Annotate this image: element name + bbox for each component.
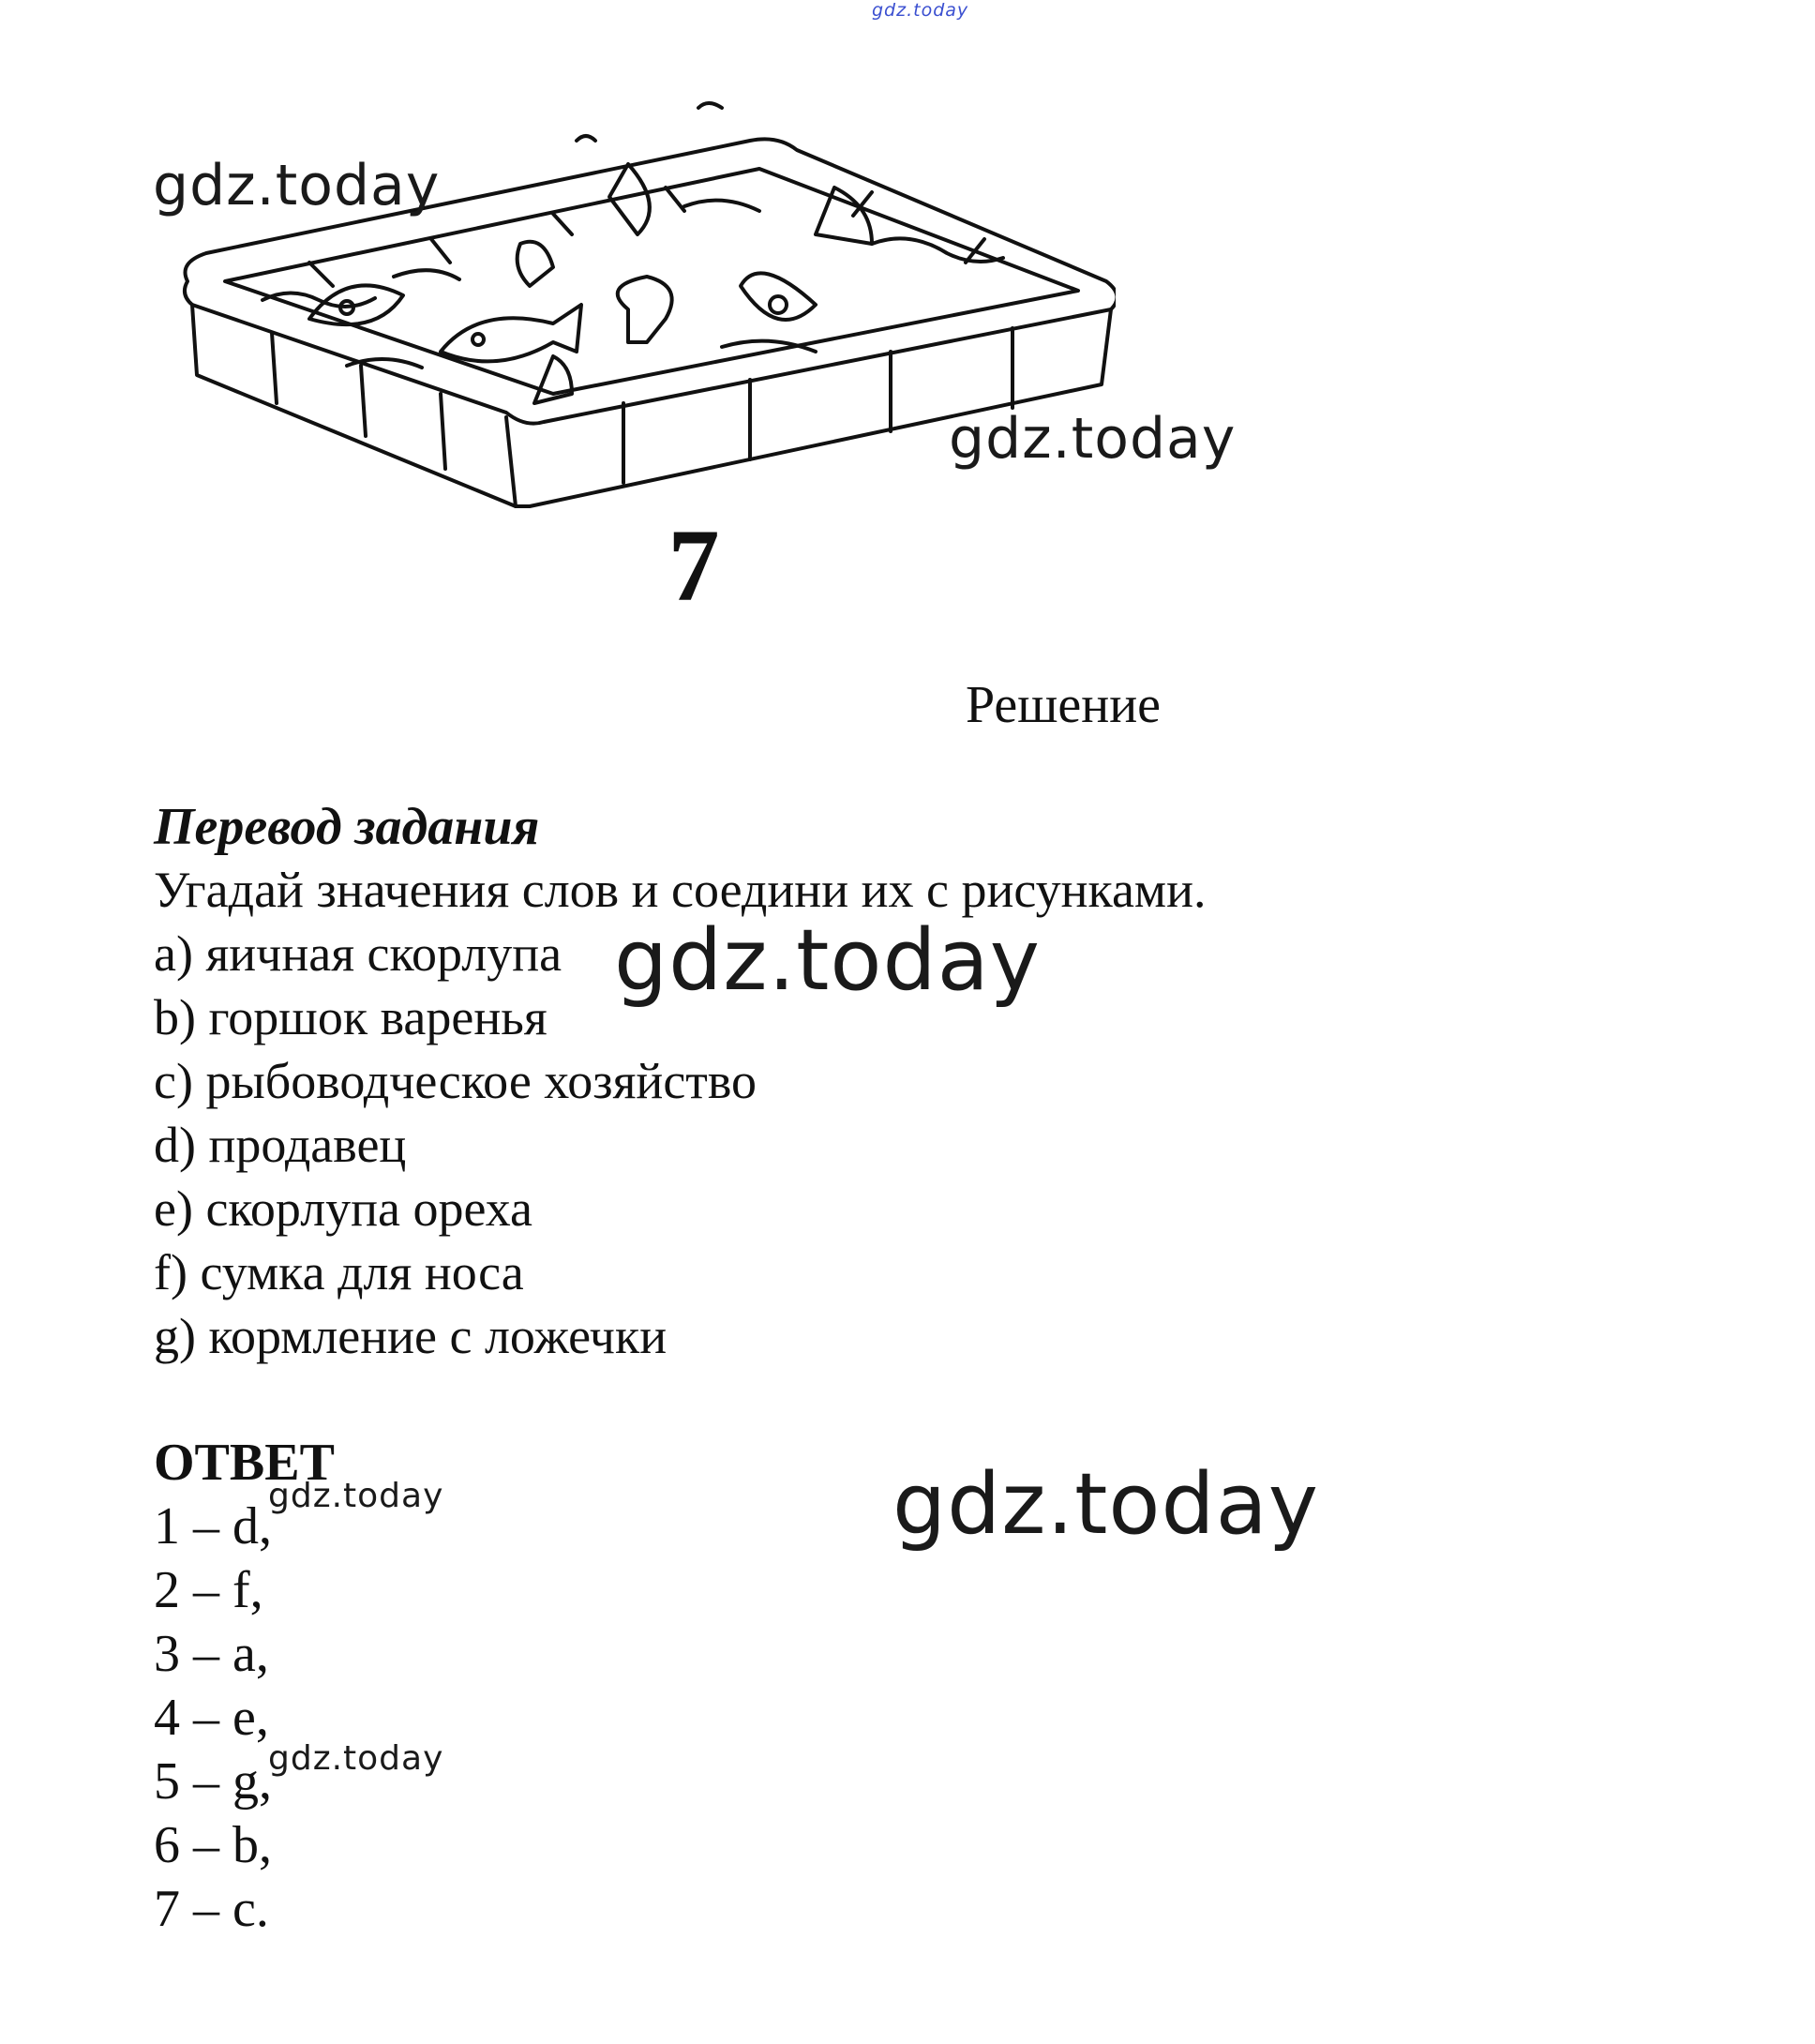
- watermark-2: gdz.today: [949, 406, 1237, 472]
- answer-line-7: 7 – c.: [154, 1880, 269, 1938]
- translation-instruction: Угадай значения слов и соедини их с рисунками.: [154, 862, 1207, 918]
- answer-line-2: 2 – f,: [154, 1561, 263, 1619]
- illustration-number: 7: [668, 508, 720, 619]
- watermark-1: gdz.today: [153, 153, 441, 218]
- answer-line-4: 4 – e,: [154, 1689, 269, 1747]
- translation-item-e: e) скорлупа ореха: [154, 1180, 533, 1237]
- translation-item-a: a) яичная скорлупа: [154, 925, 562, 982]
- watermark-4: gdz.today: [892, 1455, 1320, 1554]
- translation-item-d: d) продавец: [154, 1117, 407, 1173]
- answer-heading: ОТВЕТ: [154, 1434, 335, 1492]
- translation-item-g: g) кормление с ложечки: [154, 1308, 668, 1364]
- watermark-3: gdz.today: [614, 911, 1042, 1010]
- answer-line-1: 1 – d,: [154, 1497, 272, 1556]
- watermark-5: gdz.today: [268, 1477, 444, 1515]
- answer-line-5: 5 – g,: [154, 1752, 272, 1811]
- translation-item-c: c) рыбоводческое хозяйство: [154, 1053, 758, 1109]
- watermark-top: gdz.today: [872, 0, 969, 21]
- translation-heading: Перевод задания: [154, 798, 540, 856]
- watermark-6: gdz.today: [268, 1739, 444, 1778]
- answer-line-6: 6 – b,: [154, 1816, 272, 1874]
- translation-item-f: f) сумка для носа: [154, 1244, 524, 1300]
- translation-item-b: b) горшок варенья: [154, 989, 548, 1045]
- answer-line-3: 3 – a,: [154, 1625, 269, 1683]
- solution-label: Решение: [966, 676, 1162, 734]
